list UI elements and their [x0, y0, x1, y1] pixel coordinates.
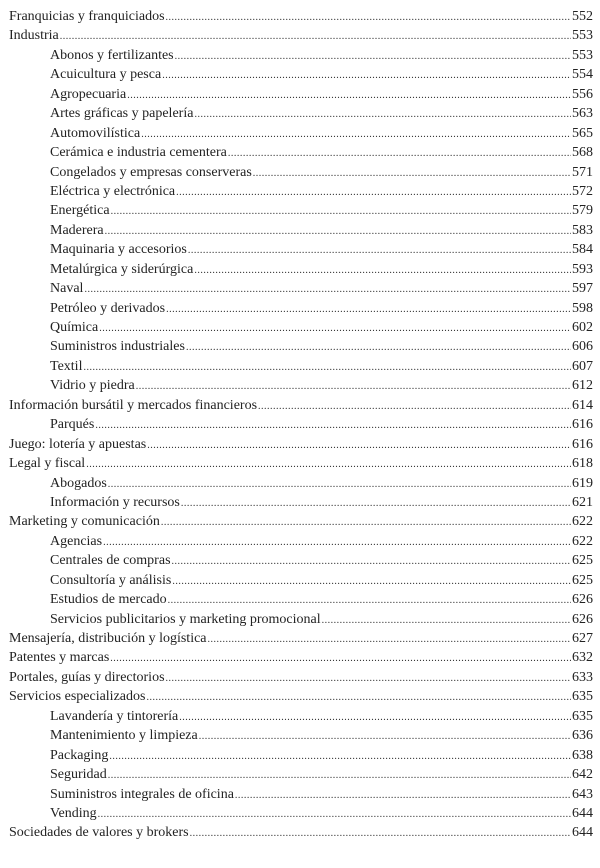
- toc-entry-page-number: 563: [572, 106, 593, 122]
- toc-entry-label: Legal y fiscal: [9, 456, 86, 472]
- toc-entry-label: Parqués: [50, 417, 95, 433]
- toc-entry-page-number: 635: [572, 689, 593, 705]
- toc-entry-page-number: 584: [572, 242, 593, 258]
- dot-leader: [176, 183, 571, 202]
- toc-entry-page-number: 643: [572, 786, 593, 802]
- toc-subentry: [0, 143, 600, 162]
- toc-entry-label: Industria: [9, 28, 59, 44]
- table-of-contents: [0, 7, 600, 843]
- toc-entry-label: Patentes y marcas: [9, 650, 110, 666]
- dot-leader: [162, 66, 571, 85]
- toc-subentry: [0, 590, 600, 609]
- toc-entry-label: Suministros industriales: [50, 339, 185, 355]
- toc-subentry: [0, 201, 600, 220]
- dot-leader: [95, 416, 571, 435]
- toc-subentry: [0, 726, 600, 745]
- toc-entry-page-number: 625: [572, 553, 593, 569]
- dot-leader: [98, 805, 571, 824]
- dot-leader: [161, 513, 571, 532]
- toc-entry-label: Consultoría y análisis: [50, 572, 172, 588]
- toc-subentry: [0, 279, 600, 298]
- dot-leader: [194, 261, 571, 280]
- toc-entry-label: Estudios de mercado: [50, 592, 167, 608]
- toc-entry-label: Energética: [50, 203, 110, 219]
- dot-leader: [109, 747, 571, 766]
- toc-subentry: [0, 318, 600, 337]
- toc-entry-label: Seguridad: [50, 767, 107, 783]
- toc-entry-label: Sociedades de valores y brokers: [9, 825, 189, 841]
- toc-entry: [0, 668, 600, 687]
- toc-subentry: [0, 804, 600, 823]
- dot-leader: [83, 358, 571, 377]
- dot-leader: [127, 86, 571, 105]
- dot-leader: [103, 533, 571, 552]
- toc-entry-page-number: 593: [572, 261, 593, 277]
- toc-entry-label: Centrales de compras: [50, 553, 171, 569]
- toc-entry-page-number: 571: [572, 164, 593, 180]
- toc-entry-page-number: 602: [572, 320, 593, 335]
- toc-entry-label: Artes gráficas y papelería: [50, 106, 194, 122]
- toc-entry-page-number: 619: [572, 475, 593, 491]
- toc-entry-page-number: 625: [572, 572, 593, 588]
- toc-subentry: [0, 240, 600, 259]
- toc-entry-label: Vending: [50, 805, 97, 821]
- toc-entry-label: Abonos y fertilizantes: [50, 47, 174, 63]
- dot-leader: [258, 397, 571, 416]
- dot-leader: [111, 202, 571, 221]
- toc-entry-page-number: 618: [572, 456, 593, 472]
- dot-leader: [141, 125, 571, 144]
- dot-leader: [108, 766, 571, 785]
- toc-subentry: [0, 65, 600, 84]
- toc-entry-label: Servicios especializados: [9, 689, 146, 705]
- dot-leader: [179, 708, 571, 727]
- dot-leader: [186, 338, 571, 357]
- toc-entry-label: Abogados: [50, 475, 107, 491]
- toc-entry-page-number: 644: [572, 805, 593, 821]
- toc-entry-page-number: 622: [572, 514, 593, 530]
- toc-subentry: [0, 765, 600, 784]
- toc-entry-label: Packaging: [50, 747, 109, 763]
- toc-entry: [0, 396, 600, 415]
- toc-entry-label: Agropecuaria: [50, 86, 127, 102]
- dot-leader: [188, 241, 571, 260]
- dot-leader: [172, 552, 571, 571]
- toc-entry-page-number: 616: [572, 436, 593, 452]
- toc-subentry: [0, 551, 600, 570]
- dot-leader: [175, 47, 571, 66]
- toc-subentry: [0, 260, 600, 279]
- toc-entry-label: Cerámica e industria cementera: [50, 145, 227, 161]
- toc-subentry: [0, 46, 600, 65]
- toc-entry-page-number: 568: [572, 145, 593, 161]
- toc-entry-label: Congelados y empresas conserveras: [50, 164, 252, 180]
- toc-entry-label: Juego: lotería y apuestas: [9, 436, 147, 452]
- toc-entry-label: Agencias: [50, 533, 103, 549]
- toc-entry-page-number: 598: [572, 300, 593, 316]
- toc-entry-page-number: 556: [572, 86, 593, 102]
- toc-entry: [0, 435, 600, 454]
- dot-leader: [208, 630, 571, 649]
- toc-entry-label: Eléctrica y electrónica: [50, 183, 176, 199]
- toc-entry: [0, 687, 600, 706]
- toc-entry-page-number: 614: [572, 397, 593, 413]
- toc-subentry: [0, 221, 600, 240]
- toc-subentry: [0, 182, 600, 201]
- toc-entry-label: Servicios publicitarios y marketing promocional: [50, 611, 321, 627]
- dot-leader: [181, 494, 571, 513]
- toc-entry-page-number: 621: [572, 494, 593, 510]
- toc-subentry: [0, 532, 600, 551]
- dot-leader: [235, 786, 571, 805]
- toc-subentry: [0, 707, 600, 726]
- toc-entry-label: Vidrio y piedra: [50, 378, 135, 394]
- dot-leader: [136, 377, 571, 396]
- toc-entry-label: Mantenimiento y limpieza: [50, 728, 198, 744]
- toc-subentry: [0, 610, 600, 629]
- toc-entry-label: Información y recursos: [50, 494, 180, 510]
- dot-leader: [108, 475, 571, 494]
- dot-leader: [146, 688, 571, 707]
- toc-entry-page-number: 627: [572, 631, 593, 646]
- dot-leader: [199, 727, 571, 746]
- toc-subentry: [0, 785, 600, 804]
- toc-subentry: [0, 474, 600, 493]
- toc-entry-label: Información bursátil y mercados financieros: [9, 397, 258, 413]
- toc-entry-page-number: 636: [572, 728, 593, 744]
- toc-entry-page-number: 553: [572, 28, 593, 44]
- toc-entry-page-number: 552: [572, 9, 593, 24]
- dot-leader: [166, 669, 571, 688]
- dot-leader: [228, 144, 571, 163]
- toc-subentry: [0, 163, 600, 182]
- toc-entry-page-number: 642: [572, 767, 593, 783]
- toc-entry-label: Metalúrgica y siderúrgica: [50, 261, 194, 277]
- toc-entry-page-number: 626: [572, 611, 593, 627]
- toc-entry-page-number: 612: [572, 378, 593, 394]
- dot-leader: [253, 164, 571, 183]
- dot-leader: [99, 319, 571, 338]
- dot-leader: [60, 27, 571, 46]
- dot-leader: [166, 8, 571, 27]
- toc-entry-label: Naval: [50, 281, 84, 297]
- toc-subentry: [0, 337, 600, 356]
- toc-entry-label: Lavandería y tintorería: [50, 708, 179, 724]
- toc-entry-label: Automovilística: [50, 125, 141, 141]
- toc-subentry: [0, 85, 600, 104]
- dot-leader: [172, 572, 571, 591]
- toc-entry-label: Química: [50, 320, 99, 335]
- dot-leader: [190, 824, 571, 843]
- toc-entry-label: Suministros integrales de oficina: [50, 786, 234, 802]
- toc-entry-label: Franquicias y franquiciados: [9, 9, 165, 24]
- toc-entry-page-number: 553: [572, 47, 593, 63]
- toc-entry-label: Acuicultura y pesca: [50, 67, 162, 83]
- toc-entry-page-number: 635: [572, 708, 593, 724]
- dot-leader: [105, 222, 571, 241]
- dot-leader: [86, 455, 571, 474]
- toc-subentry: [0, 415, 600, 434]
- toc-subentry: [0, 299, 600, 318]
- toc-entry-page-number: 638: [572, 747, 593, 763]
- dot-leader: [194, 105, 571, 124]
- toc-entry-page-number: 583: [572, 222, 593, 238]
- dot-leader: [147, 436, 571, 455]
- toc-entry-label: Marketing y comunicación: [9, 514, 160, 530]
- dot-leader: [84, 280, 571, 299]
- toc-entry-page-number: 632: [572, 650, 593, 666]
- toc-entry-page-number: 616: [572, 417, 593, 433]
- toc-entry-label: Maquinaria y accesorios: [50, 242, 187, 258]
- toc-subentry: [0, 571, 600, 590]
- toc-subentry: [0, 104, 600, 123]
- toc-subentry: [0, 376, 600, 395]
- toc-entry: [0, 823, 600, 842]
- toc-entry-page-number: 572: [572, 183, 593, 199]
- dot-leader: [168, 591, 571, 610]
- toc-subentry: [0, 124, 600, 143]
- toc-entry-page-number: 633: [572, 669, 593, 685]
- toc-entry-page-number: 607: [572, 358, 593, 374]
- toc-entry-page-number: 644: [572, 825, 593, 841]
- toc-entry-page-number: 626: [572, 592, 593, 608]
- toc-entry: [0, 629, 600, 648]
- toc-entry-page-number: 622: [572, 533, 593, 549]
- toc-entry-page-number: 606: [572, 339, 593, 355]
- dot-leader: [110, 649, 571, 668]
- toc-entry: [0, 512, 600, 531]
- toc-subentry: [0, 493, 600, 512]
- toc-subentry: [0, 357, 600, 376]
- toc-entry: [0, 7, 600, 26]
- toc-entry-label: Textil: [50, 358, 83, 374]
- toc-entry-page-number: 565: [572, 125, 593, 141]
- toc-entry-label: Petróleo y derivados: [50, 300, 166, 316]
- toc-entry-page-number: 579: [572, 203, 593, 219]
- toc-entry: [0, 26, 600, 45]
- dot-leader: [166, 300, 571, 319]
- dot-leader: [322, 611, 571, 630]
- toc-entry-page-number: 597: [572, 281, 593, 297]
- toc-entry-label: Mensajería, distribución y logística: [9, 631, 207, 646]
- toc-entry-page-number: 554: [572, 67, 593, 83]
- toc-subentry: [0, 746, 600, 765]
- toc-entry-label: Maderera: [50, 222, 104, 238]
- toc-entry: [0, 648, 600, 667]
- toc-entry-label: Portales, guías y directorios: [9, 669, 165, 685]
- toc-entry: [0, 454, 600, 473]
